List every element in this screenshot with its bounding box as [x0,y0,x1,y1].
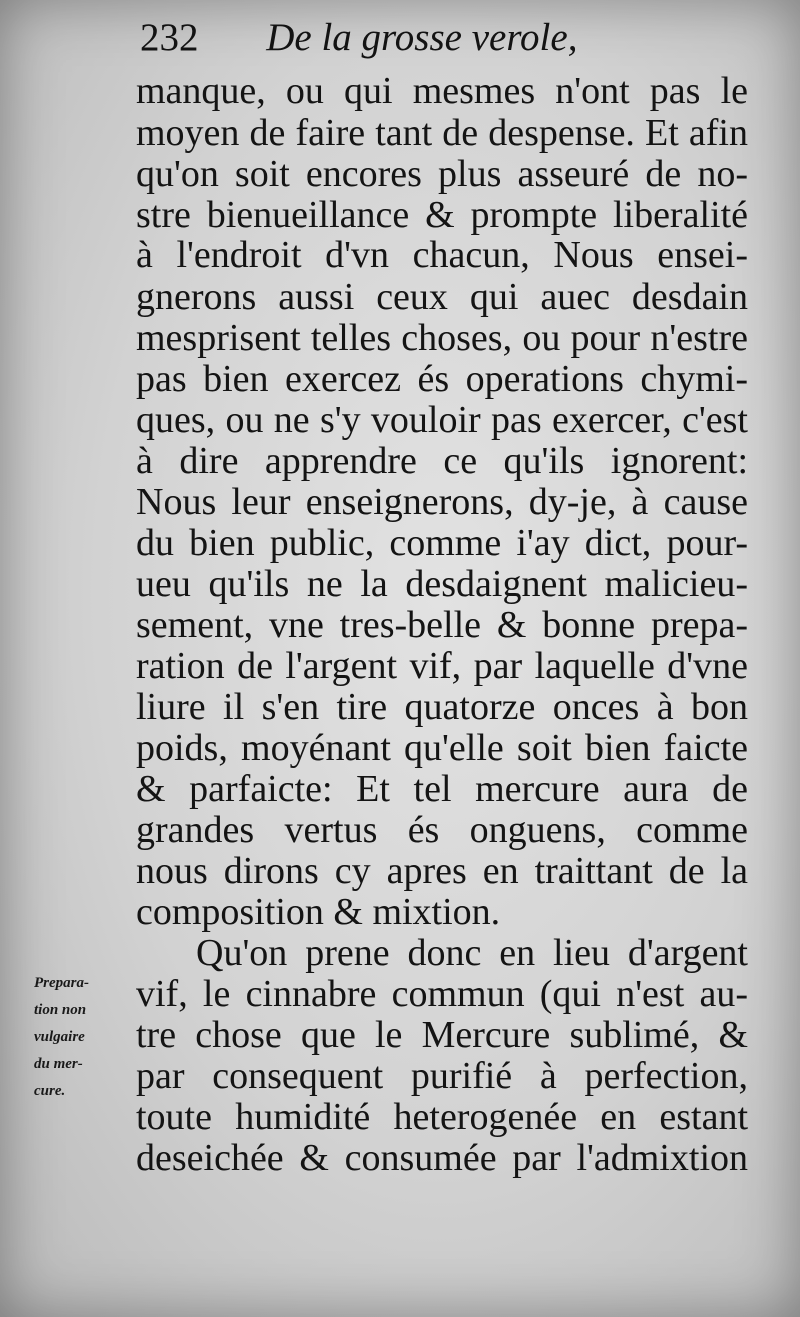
text-line: ques, ou ne s'y vouloir pas exercer, c'est [136,399,748,441]
text-line: qu'on soit encores plus asseuré de no- [136,153,748,195]
text-line: deseichée & consumée par l'admixtion [136,1137,748,1179]
text-line: liure il s'en tire quatorze onces à bon [136,686,748,728]
margin-note-line: vulgaire [34,1029,85,1045]
margin-note [34,970,134,1105]
text-line: nous dirons cy apres en traittant de la [136,850,748,892]
text-line: Qu'on prene donc en lieu d'argent [196,932,748,974]
margin-note-line: du mer- [34,1056,83,1072]
text-line: gnerons aussi ceux qui auec desdain [136,276,748,318]
text-line: à l'endroit d'vn chacun, Nous ensei- [136,234,748,276]
text-line: & parfaicte: Et tel mercure aura de [136,768,748,810]
page-header [140,14,577,62]
text-line: toute humidité heterogenée en estant [136,1096,748,1138]
margin-note-line: tion non [34,1002,87,1018]
text-line: tre chose que le Mercure sublimé, & [136,1014,748,1056]
text-line: sement, vne tres-belle & bonne prepa- [136,604,748,646]
text-line: composition & mixtion. [136,891,501,933]
text-line: ration de l'argent vif, par laquelle d'vne [136,645,748,687]
text-line: par consequent purifié à perfection, [136,1055,748,1097]
text-line: pas bien exercez és operations chymi- [136,358,748,400]
margin-note-line: cure. [34,1083,66,1099]
text-line: du bien public, comme i'ay dict, pour- [136,522,748,564]
text-line: stre bienueillance & prompte liberalité [136,194,748,236]
text-line: ueu qu'ils ne la desdaignent malicieu- [136,563,748,605]
text-line: grandes vertus és onguens, comme [136,809,748,851]
text-line: mesprisent telles choses, ou pour n'estre [136,317,748,359]
text-line: à dire apprendre ce qu'ils ignorent: [136,440,748,482]
running-title: De la grosse verole, [266,16,578,59]
margin-note-line: Prepara- [34,975,89,991]
text-line: poids, moyénant qu'elle soit bien faicte [136,727,748,769]
text-line: vif, le cinnabre commun (qui n'est au- [136,973,748,1015]
text-line: manque, ou qui mesmes n'ont pas le [136,70,748,112]
page-number: 232 [140,16,199,59]
text-line: Nous leur enseignerons, dy-je, à cause [136,481,748,523]
text-line: moyen de faire tant de despense. Et afin [136,112,748,154]
